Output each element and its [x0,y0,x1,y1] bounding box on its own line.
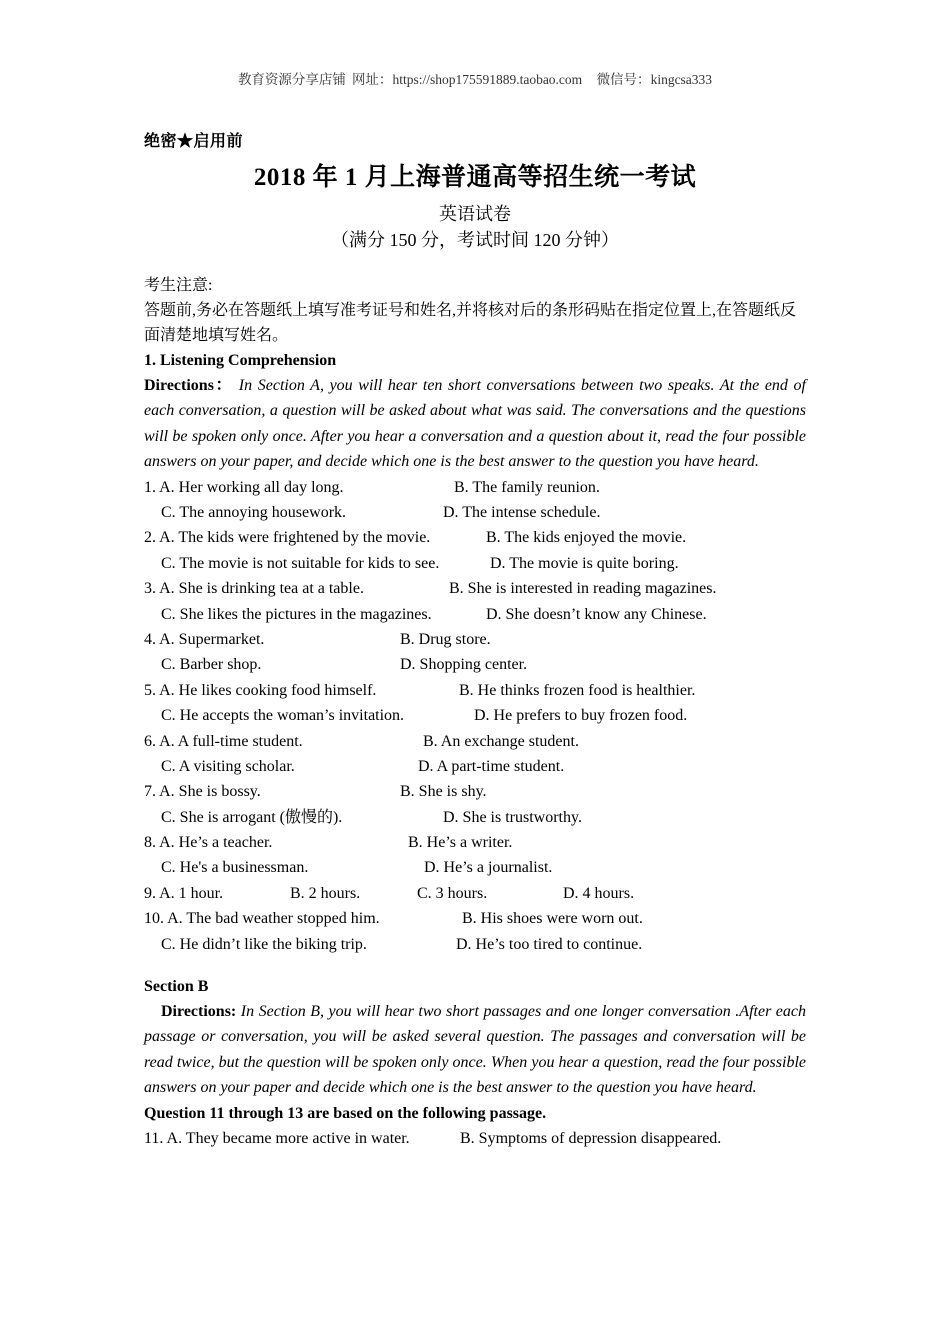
question-8 [144,830,806,855]
passage-note: Question 11 through 13 are based on the following passage. [144,1104,547,1122]
wechat-label: 微信号： [596,72,651,87]
option-d: D. 4 hours. [563,884,635,902]
option-c: C. She is arrogant (傲慢的). [161,808,343,826]
option-a: 2. A. The kids were frightened by the movie. [144,529,431,547]
option-d: D. The intense schedule. [443,504,601,522]
option-c: C. The movie is not suitable for kids to see. [161,554,440,572]
option-d: D. Shopping center. [400,656,528,674]
question-list [144,475,806,881]
option-d: D. A part-time student. [418,757,565,775]
option-b: B. An exchange student. [423,732,579,750]
option-c: C. A visiting scholar. [161,757,295,775]
option-c: C. 3 hours. [417,884,488,902]
option-c: C. He's a businessman. [161,859,309,877]
option-d: D. He’s a journalist. [424,859,553,877]
option-d: D. She is trustworthy. [443,808,582,826]
option-b: B. He thinks frozen food is healthier. [459,681,696,699]
option-a: 1. A. Her working all day long. [144,478,344,496]
option-b: B. His shoes were worn out. [462,910,643,928]
question-3-cd [144,602,806,627]
confidential-label: 绝密★启用前 [144,133,244,150]
directions-label: Directions: [161,1003,237,1021]
option-b: B. Symptoms of depression disappeared. [460,1129,722,1147]
question-10-cd [144,932,806,957]
option-c: C. The annoying housework. [161,504,347,522]
notice-heading: 考生注意: [144,277,213,294]
option-b: B. The kids enjoyed the movie. [486,529,687,547]
directions-section-a [144,373,806,475]
option-b: B. She is shy. [400,783,487,801]
directions-section-b [144,999,806,1101]
question-6-cd [144,754,806,779]
question-3 [144,576,806,601]
question-9 [144,881,806,906]
shop-name: 教育资源分享店铺 [237,72,346,87]
option-c: C. He accepts the woman’s invitation. [161,707,405,725]
option-b: B. He’s a writer. [408,834,513,852]
question-7 [144,779,806,804]
question-4-cd [144,652,806,677]
question-11 [144,1126,806,1151]
question-2 [144,525,806,550]
option-d: D. He prefers to buy frozen food. [474,707,688,725]
wechat-id: kingcsa333 [650,72,713,87]
option-a: 10. A. The bad weather stopped him. [144,910,380,928]
question-8-cd [144,855,806,880]
question-5 [144,678,806,703]
option-c: C. She likes the pictures in the magazines. [161,605,432,623]
shop-url: https://shop175591889.taobao.com [392,72,583,87]
option-a: 5. A. He likes cooking food himself. [144,681,377,699]
directions-label: Directions： [144,377,234,394]
paper-subtitle: 英语试卷 [439,204,511,224]
option-b: B. 2 hours. [290,884,361,902]
directions-text: In Section B, you will hear two short passages and one longer conversation .After each passage or conversation, you will be asked several question. The passages and conversation will be read twice, but the question will be spoken only once. When you hear a question, read the four possible answers on your paper and decide which one is the best answer to the question you have heard. [144,1003,807,1097]
option-a: 11. A. They became more active in water. [144,1129,410,1147]
option-a: 6. A. A full-time student. [144,732,303,750]
option-a: 4. A. Supermarket. [144,630,265,648]
option-d: D. The movie is quite boring. [490,554,679,572]
question-4 [144,627,806,652]
option-a: 3. A. She is drinking tea at a table. [144,580,364,598]
option-b: B. Drug store. [400,630,491,648]
option-a: 9. A. 1 hour. [144,884,224,902]
option-d: D. She doesn’t know any Chinese. [486,605,707,623]
question-10 [144,906,806,931]
question-7-cd [144,805,806,830]
question-1-cd [144,500,806,525]
notice-body: 答题前,务必在答题纸上填写准考证号和姓名,并将核对后的条形码贴在指定位置上,在答题纸反面清楚地填写姓名。 [144,302,797,344]
directions-text: In Section A, you will hear ten short conversations between two speaks. At the end of each conversation, a question will be asked about what was said. The conversations and the questions will be spoken only once. After you hear a conversation and a question about it, read the four possible answers on your paper, and decide which one is the best answer to the question you have heard. [144,377,807,471]
option-b: B. The family reunion. [454,478,600,496]
option-a: 8. A. He’s a teacher. [144,834,273,852]
page-title: 2018 年 1 月上海普通高等招生统一考试 [253,164,697,191]
question-2-cd [144,551,806,576]
option-d: D. He’s too tired to continue. [456,935,643,953]
option-c: C. Barber shop. [161,656,262,674]
question-1 [144,475,806,500]
score-info: （满分 150 分，考试时间 120 分钟） [331,230,619,250]
section-title: 1. Listening Comprehension [144,352,337,369]
option-b: B. She is interested in reading magazines. [449,580,717,598]
option-a: 7. A. She is bossy. [144,783,261,801]
option-c: C. He didn’t like the biking trip. [161,935,367,953]
question-5-cd [144,703,806,728]
watermark-header [0,68,950,88]
question-6 [144,729,806,754]
url-label: 网址： [351,72,393,87]
section-b-title: Section B [144,978,209,996]
exam-paper [144,128,806,1151]
